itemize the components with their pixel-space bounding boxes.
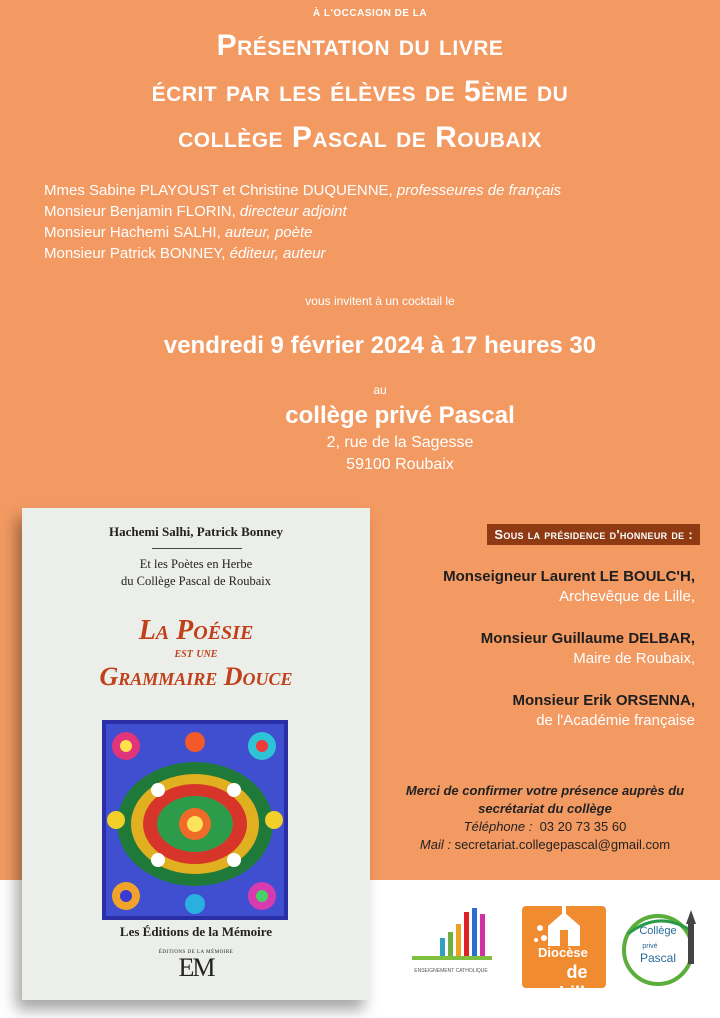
host-name: Monsieur Benjamin FLORIN, (44, 203, 240, 220)
host-name: Monsieur Patrick BONNEY, (44, 245, 230, 262)
book-cover (22, 508, 370, 1000)
host-name: Monsieur Hachemi SALHI, (44, 224, 225, 241)
person-role: de l'Académie française (536, 712, 695, 729)
host-role: professeures de français (396, 182, 562, 199)
college-logo-line: Collège (639, 925, 677, 937)
person-name: Monsieur Guillaume DELBAR, (480, 630, 695, 647)
title-line: collège Pascal de Roubaix (178, 121, 542, 154)
book-publisher: Les Éditions de la Mémoire (119, 924, 273, 939)
venue-name: collège privé Pascal (285, 402, 515, 429)
college-pascal-logo (618, 904, 710, 994)
honour-label: Sous la présidence d'honneur de : (487, 524, 700, 545)
book-divider (152, 548, 242, 549)
rsvp-phone (380, 818, 710, 836)
publisher-logo-text: ÉDITIONS DE LA MÉMOIRE (158, 950, 234, 955)
person-name: Monsieur Erik ORSENNA, (512, 692, 695, 709)
venue-city: 59100 Roubaix (346, 456, 454, 473)
venue-street: 2, rue de la Sagesse (326, 434, 474, 451)
book-authors: Hachemi Salhi, Patrick Bonney (108, 524, 284, 539)
diocese-city: de Lille (558, 962, 595, 1003)
header (0, 8, 720, 161)
host-line (44, 201, 561, 222)
mail-label: Mail : (419, 837, 451, 852)
venue (40, 400, 720, 476)
host-name: Mmes Sabine PLAYOUST et Christine DUQUENNE, (44, 182, 397, 199)
enseignement-catholique-logo (404, 908, 498, 984)
person-name: Monseigneur Laurent LE BOULC'H, (443, 568, 695, 585)
honour-person (400, 629, 700, 669)
book-subtitle-line: Et les Poètes en Herbe (139, 557, 253, 571)
rsvp-line: secrétariat du collège (478, 801, 612, 816)
honour-person (400, 567, 700, 607)
host-line (44, 222, 561, 243)
phone-value: 03 20 73 35 60 (539, 819, 627, 834)
honour-person (400, 691, 700, 731)
book-subtitle (22, 556, 370, 590)
host-role: directeur adjoint (239, 203, 347, 220)
church-icon (522, 906, 606, 948)
host-role: éditeur, auteur (229, 245, 326, 262)
phone-label: Téléphone : (463, 819, 533, 834)
book-title-line: La Poésie (138, 615, 254, 646)
publisher-logo (22, 950, 370, 981)
rsvp-mail (380, 836, 710, 854)
host-line (44, 243, 561, 264)
publisher-logo-letters: EM (178, 953, 214, 982)
college-logo-line: Pascal (639, 951, 677, 965)
mail-value[interactable]: secretariat.collegepascal@gmail.com (454, 837, 671, 852)
person-role: Maire de Roubaix, (573, 650, 695, 667)
college-logo-line: privé (642, 943, 658, 950)
host-role: auteur, poète (224, 224, 313, 241)
book-subtitle-line: du Collège Pascal de Roubaix (121, 574, 271, 588)
invite-text: vous invitent à un cocktail le (305, 294, 455, 308)
title-line: Présentation du livre (216, 29, 504, 62)
diocese-lille-logo (522, 906, 606, 1003)
host-line (44, 180, 561, 201)
book-title-line: Grammaire Douce (99, 662, 293, 691)
person-role: Archevêque de Lille, (559, 588, 695, 605)
at-text: au (373, 383, 387, 397)
occasion-text: À L'OCCASION DE LA (312, 8, 428, 19)
title-line: écrit par les élèves de 5ème du (151, 75, 569, 108)
hosts-list (44, 180, 561, 264)
book-artwork (102, 720, 288, 920)
catholic-logo-text: ENSEIGNEMENT CATHOLIQUE (414, 968, 488, 974)
book-title-line: est une (174, 646, 218, 661)
rsvp-block (380, 782, 710, 854)
rsvp-line: Merci de confirmer votre présence auprès du (405, 783, 685, 798)
event-date: vendredi 9 février 2024 à 17 heures 30 (163, 332, 597, 359)
page-title (0, 23, 720, 161)
honour-section (400, 524, 700, 731)
book-title (22, 616, 370, 692)
diocese-text: Diocèse (538, 945, 588, 960)
